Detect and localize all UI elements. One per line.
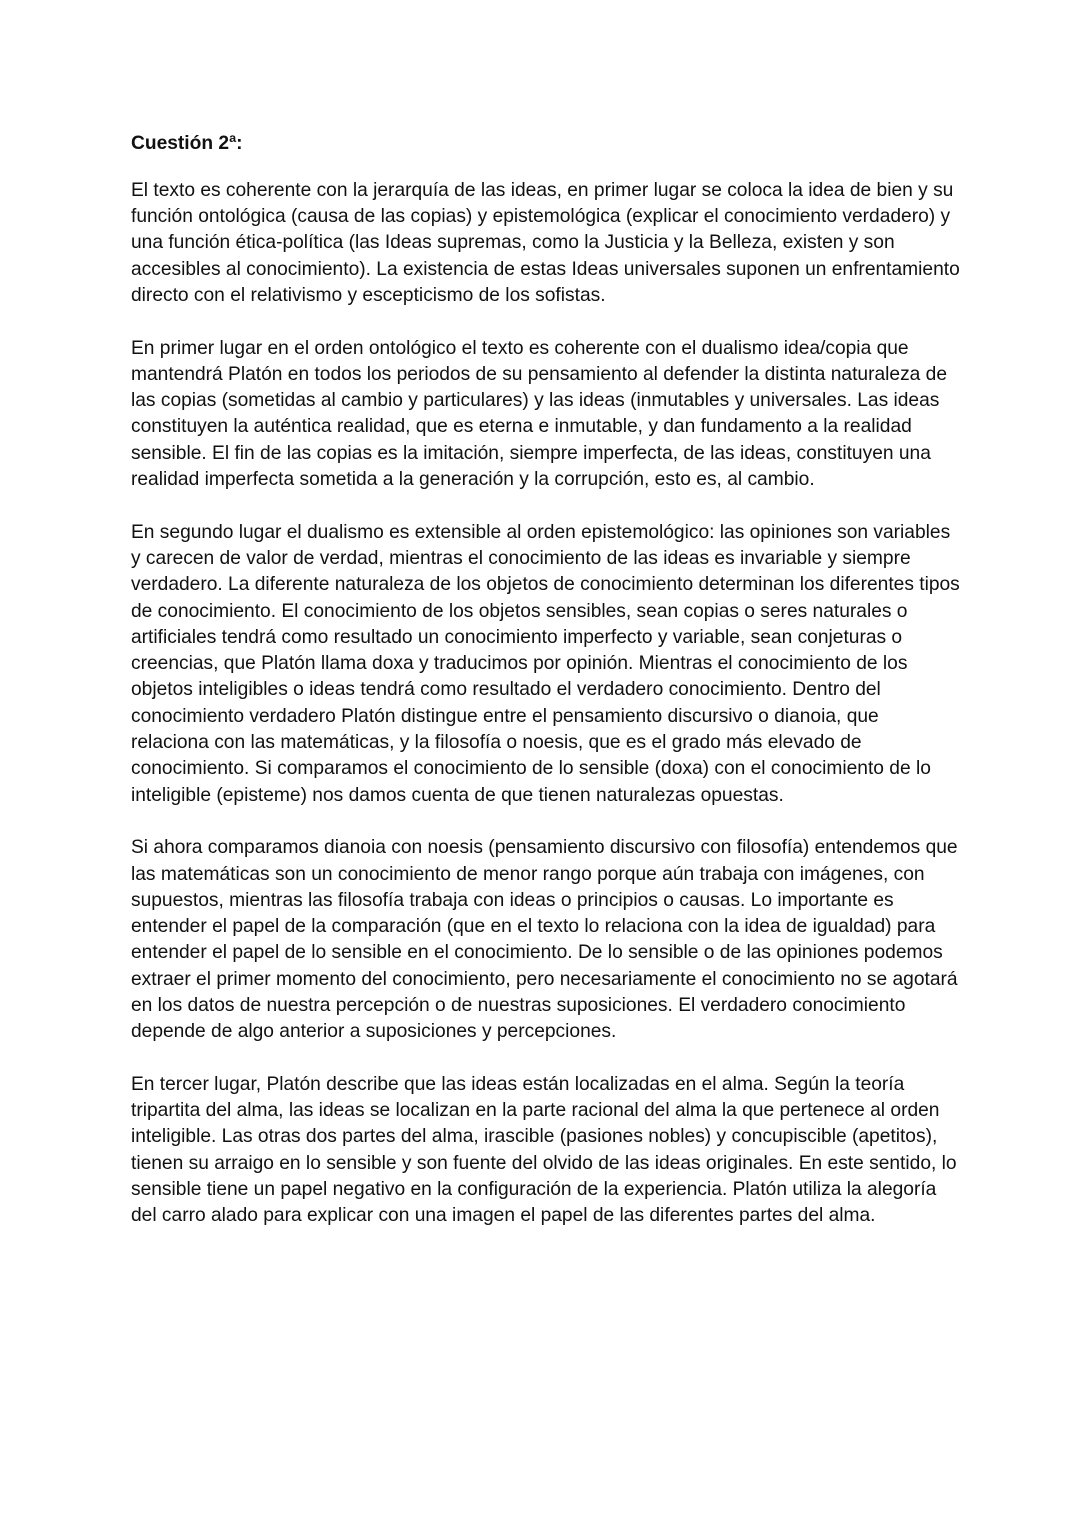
paragraph-dianoia-noesis: Si ahora comparamos dianoia con noesis (pensamiento discursivo con filosofía) entendemos que las matemáticas son un conocimiento de menor rango porque aún trabaja con imágenes, con supuestos, mientras las filosofía trabaja con ideas o principios o causas. Lo importante es entender el papel de la comparación (que en el texto lo relaciona con la idea de igualdad) para entender el papel de lo sensible en el conocimiento. De lo sensible o de las opiniones podemos extraer el primer momento del conocimiento, pero necesariamente el conocimiento no se agotará en los datos de nuestra percepción o de nuestras suposiciones. El verdadero conocimiento depende de algo anterior a suposiciones y percepciones. (131, 837, 958, 1043)
document-body (131, 131, 961, 1230)
paragraph-epistemological: En segundo lugar el dualismo es extensible al orden epistemológico: las opiniones son variables y carecen de valor de verdad, mientras el conocimiento de las ideas es invariable y siempre verdadero. La diferente naturaleza de los objetos de conocimiento determinan los diferentes tipos de conocimiento. El conocimiento de los objetos sensibles, sean copias o seres naturales o artificiales tendrá como resultado un conocimiento imperfecto y variable, sean conjeturas o creencias, que Platón llama doxa y traducimos por opinión. Mientras el conocimiento de los objetos inteligibles o ideas tendrá como resultado el verdadero conocimiento. Dentro del conocimiento verdadero Platón distingue entre el pensamiento discursivo o dianoia, que relaciona con las matemáticas, y la filosofía o noesis, que es el grado más elevado de conocimiento. Si comparamos el conocimiento de lo sensible (doxa) con el conocimiento de lo inteligible (episteme) nos damos cuenta de que tienen naturalezas opuestas. (131, 521, 960, 806)
paragraph-ontological: En primer lugar en el orden ontológico el texto es coherente con el dualismo idea/copia que mantendrá Platón en todos los periodos de su pensamiento al defender la distinta naturaleza de las copias (sometidas al cambio y particulares) y las ideas (inmutables y universales. Las ideas constituyen la auténtica realidad, que es eterna e inmutable, y dan fundamento a la realidad sensible. El fin de las copias es la imitación, siempre imperfecta, de las ideas, constituyen una realidad imperfecta sometida a la generación y la corrupción, esto es, al cambio. (131, 337, 948, 491)
paragraph-soul: En tercer lugar, Platón describe que las ideas están localizadas en el alma. Según la teoría tripartita del alma, las ideas se localizan en la parte racional del alma la que pertenece al orden inteligible. Las otras dos partes del alma, irascible (pasiones nobles) y concupiscible (apetitos), tienen su arraigo en lo sensible y son fuente del olvido de las ideas originales. En este sentido, lo sensible tiene un papel negativo en la configuración de la experiencia. Platón utiliza la alegoría del carro alado para explicar con una imagen el papel de las diferentes partes del alma. (131, 1073, 957, 1227)
question-heading: Cuestión 2ª: (131, 133, 243, 154)
paragraph-intro: El texto es coherente con la jerarquía de las ideas, en primer lugar se coloca la idea de bien y su función ontológica (causa de las copias) y epistemológica (explicar el conocimiento verdadero) y una función ética-política (las Ideas supremas, como la Justicia y la Belleza, existen y son accesibles al conocimiento). La existencia de estas Ideas universales suponen un enfrentamiento directo con el relativismo y escepticismo de los sofistas. (131, 179, 960, 306)
